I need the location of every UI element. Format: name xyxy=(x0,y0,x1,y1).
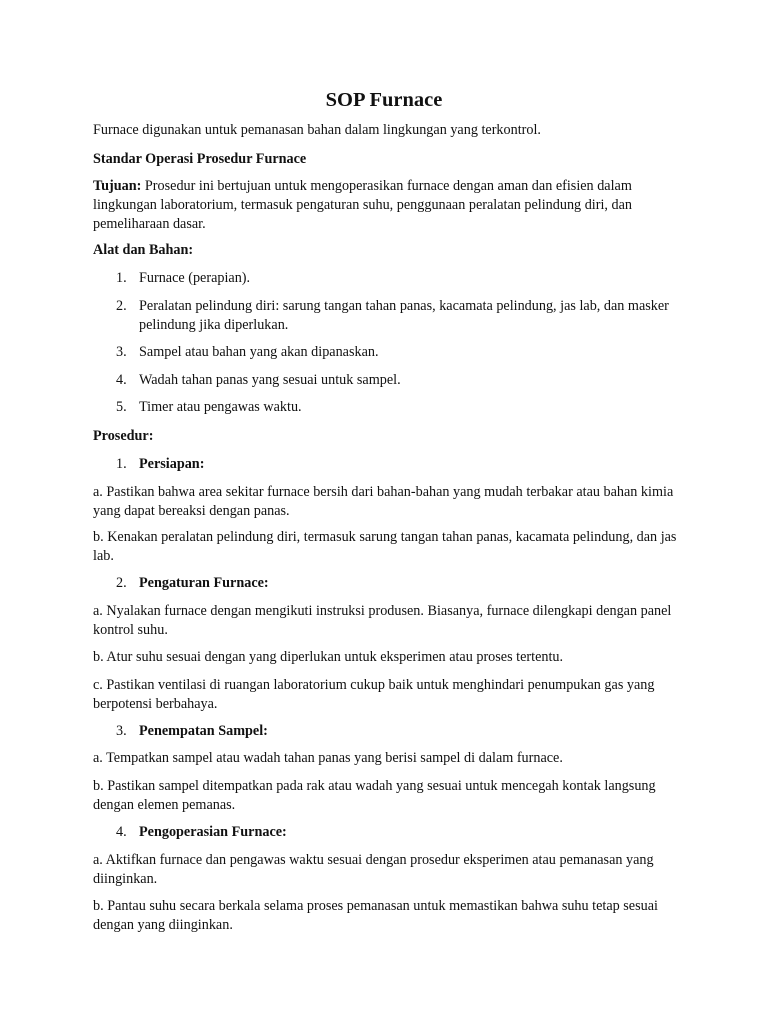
step-title: Pengaturan Furnace: xyxy=(139,575,269,591)
document-title: SOP Furnace xyxy=(325,89,443,111)
tujuan-text: Prosedur ini bertujuan untuk mengoperasikan furnace dengan aman dan efisien dalam lingkungan laboratorium, termasuk pengaturan suhu, penggunaan peralatan pelindung diri, dan pemeliharaan dasar. xyxy=(93,178,632,232)
step-paragraph: a. Tempatkan sampel atau wadah tahan panas yang berisi sampel di dalam furnace. xyxy=(93,750,563,766)
sop-heading: Standar Operasi Prosedur Furnace xyxy=(93,151,307,167)
step-paragraph: b. Kenakan peralatan pelindung diri, termasuk sarung tangan tahan panas, kacamata pelindung, dan jas lab. xyxy=(93,529,677,564)
list-item-text: Sampel atau bahan yang akan dipanaskan. xyxy=(139,344,379,360)
tujuan-paragraph xyxy=(93,177,678,234)
step-paragraph: b. Atur suhu sesuai dengan yang diperlukan untuk eksperimen atau proses tertentu. xyxy=(93,649,564,665)
step-paragraph: b. Pantau suhu secara berkala selama proses pemanasan untuk memastikan bahwa suhu tetap sesuai dengan yang diinginkan. xyxy=(93,898,658,933)
tujuan-label: Tujuan: xyxy=(93,178,142,194)
list-item-text: Peralatan pelindung diri: sarung tangan tahan panas, kacamata pelindung, jas lab, dan masker pelindung jika diperlukan. xyxy=(139,298,669,333)
step-title: Persiapan: xyxy=(139,456,205,472)
step-paragraph: c. Pastikan ventilasi di ruangan laboratorium cukup baik untuk menghindari penumpukan gas yang berpotensi berbahaya. xyxy=(93,677,655,712)
list-number: 5. xyxy=(116,399,127,415)
alat-item xyxy=(116,297,676,335)
prosedur-step xyxy=(116,823,676,842)
step-number: 3. xyxy=(116,723,127,739)
step-number: 2. xyxy=(116,575,127,591)
list-item-text: Furnace (perapian). xyxy=(139,270,251,286)
list-number: 1. xyxy=(116,270,127,286)
alat-item xyxy=(116,371,676,390)
list-number: 3. xyxy=(116,344,127,360)
list-item-text: Timer atau pengawas waktu. xyxy=(139,399,302,415)
prosedur-step xyxy=(116,455,676,474)
prosedur-step xyxy=(116,574,676,593)
prosedur-heading: Prosedur: xyxy=(93,428,154,444)
list-number: 4. xyxy=(116,372,127,388)
alat-item xyxy=(116,343,676,362)
step-paragraph: a. Pastikan bahwa area sekitar furnace bersih dari bahan-bahan yang mudah terbakar atau bahan kimia yang dapat bereaksi dengan panas. xyxy=(93,484,674,519)
alat-item xyxy=(116,398,676,417)
prosedur-step xyxy=(116,722,676,741)
intro-paragraph: Furnace digunakan untuk pemanasan bahan dalam lingkungan yang terkontrol. xyxy=(93,122,541,138)
step-paragraph: a. Nyalakan furnace dengan mengikuti instruksi produsen. Biasanya, furnace dilengkapi dengan panel kontrol suhu. xyxy=(93,603,672,638)
alat-item xyxy=(116,269,676,288)
list-number: 2. xyxy=(116,298,127,314)
step-title: Pengoperasian Furnace: xyxy=(139,824,287,840)
step-paragraph: b. Pastikan sampel ditempatkan pada rak atau wadah yang sesuai untuk mencegah kontak langsung dengan elemen pemanas. xyxy=(93,778,656,813)
step-paragraph: a. Aktifkan furnace dan pengawas waktu sesuai dengan prosedur eksperimen atau pemanasan yang diinginkan. xyxy=(93,852,654,887)
alat-heading: Alat dan Bahan: xyxy=(93,242,194,258)
step-title: Penempatan Sampel: xyxy=(139,723,268,739)
list-item-text: Wadah tahan panas yang sesuai untuk sampel. xyxy=(139,372,401,388)
step-number: 4. xyxy=(116,824,127,840)
step-number: 1. xyxy=(116,456,127,472)
